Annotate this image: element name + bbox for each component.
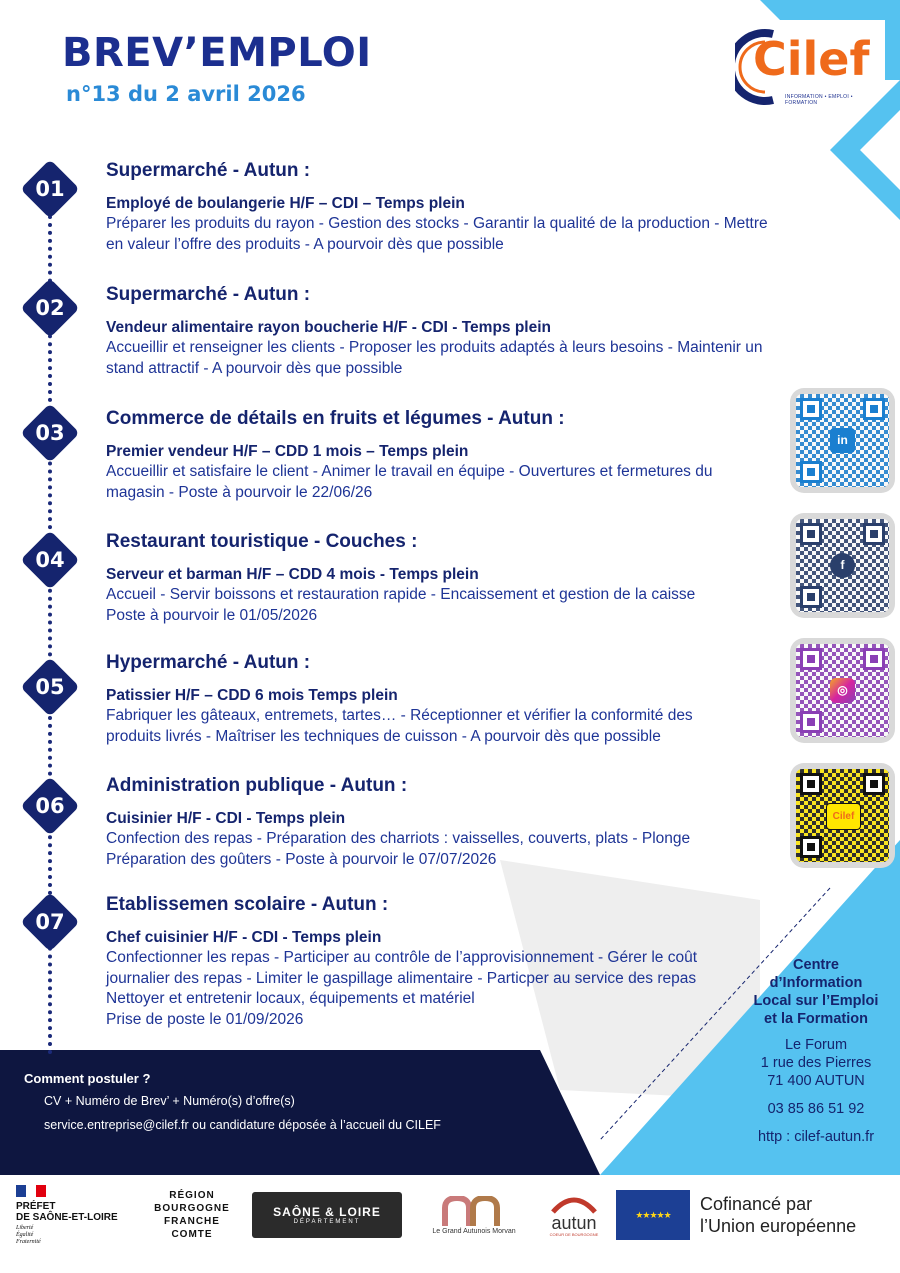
- offer-description-line: Poste à pourvoir le 01/05/2026: [106, 606, 318, 624]
- offer-description-line: en valeur l’offre des produits - A pourvoir dès que possible: [106, 235, 504, 253]
- autun-logo: autun COEUR DE BOURGOGNE: [538, 1175, 610, 1255]
- howto-email[interactable]: service.entreprise@cilef.fr ou candidature déposée à l’accueil du CILEF: [44, 1118, 441, 1132]
- flag-icon: [16, 1185, 46, 1197]
- prefet-logo: PRÉFET DE SAÔNE-ET-LOIRE Liberté Égalité Fraternité: [16, 1175, 142, 1255]
- offer-company: Hypermarché - Autun :: [106, 652, 311, 673]
- facebook-qr-code[interactable]: [790, 513, 895, 618]
- offer-company: Supermarché - Autun :: [106, 284, 311, 305]
- offer-company: Restaurant touristique - Couches :: [106, 531, 418, 552]
- contact-city: 71 400 AUTUN: [767, 1073, 865, 1089]
- offer-description-line: Préparation des goûters - Poste à pourvoir le 07/07/2026: [106, 850, 497, 868]
- partners-bar: [8, 1175, 886, 1255]
- contact-website[interactable]: http : cilef-autun.fr: [757, 1129, 875, 1145]
- offer-job-title: Employé de boulangerie H/F – CDI – Temps plein: [106, 195, 465, 212]
- offer-description-line: Fabriquer les gâteaux, entremets, tartes… - Réceptionner et vérifier la conformité des: [106, 707, 693, 724]
- linkedin-qr-code[interactable]: [790, 388, 895, 493]
- centre-name: Centre d’Information Local sur l’Emploi et la Formation: [753, 957, 879, 1027]
- saone-et-loire-logo: SAÔNE & LOIRE DÉPARTEMENT: [252, 1175, 402, 1255]
- autun-icon: [549, 1194, 599, 1214]
- offer-badge: 03: [21, 404, 79, 462]
- offer-company: Supermarché - Autun :: [106, 160, 311, 181]
- offer-description-line: Accueil - Servir boissons et restauration rapide - Encaissement et gestion de la caisse: [106, 586, 696, 603]
- offer-description-line: Confectionner les repas - Participer au contrôle de l’approvisionnement - Gérer le coût: [106, 949, 698, 966]
- logo-wordmark: Cilef: [753, 32, 870, 86]
- instagram-icon: ◎: [830, 678, 855, 703]
- eu-flag-icon: ★★★★★: [616, 1190, 690, 1240]
- offer-description-line: journalier des repas - Limiter le gaspillage alimentaire - Particper au service des repas: [106, 969, 697, 987]
- offer-job-title: Vendeur alimentaire rayon boucherie H/F - CDI - Temps plein: [106, 319, 552, 336]
- offer-description-line: Préparer les produits du rayon - Gestion des stocks - Garantir la qualité de la production - Mettre: [106, 215, 768, 232]
- offer-badge: 04: [21, 531, 79, 589]
- contact-block: [750, 956, 882, 1146]
- instagram-qr-code[interactable]: [790, 638, 895, 743]
- newsletter-title: BREV’EMPLOI: [62, 30, 372, 76]
- offer-description-line: magasin - Poste à pourvoir le 22/06/26: [106, 483, 373, 501]
- offer-description-line: Accueillir et renseigner les clients - Proposer les produits adaptés à leurs besoins - Maintenir un: [106, 339, 763, 356]
- facebook-icon: f: [830, 553, 855, 578]
- offer-item: [106, 531, 776, 626]
- logo-tagline: INFORMATION • EMPLOI • FORMATION: [785, 94, 853, 106]
- howto-requirements: CV + Numéro de Brev’ + Numéro(s) d’offre(s): [44, 1094, 295, 1108]
- offer-company: Commerce de détails en fruits et légumes - Autun :: [106, 408, 565, 429]
- offer-job-title: Cuisinier H/F - CDI - Temps plein: [106, 810, 346, 827]
- offer-item: [106, 160, 826, 255]
- offer-item: [106, 775, 776, 870]
- grand-autunois-logo: Le Grand Autunois Morvan: [416, 1175, 532, 1255]
- contact-street: 1 rue des Pierres: [760, 1055, 872, 1071]
- offer-badge: 01: [21, 160, 79, 218]
- cilef-logo: [735, 28, 875, 106]
- contact-phone[interactable]: 03 85 86 51 92: [767, 1101, 865, 1117]
- offer-description-line: Confection des repas - Préparation des charriots : vaisselles, couverts, plats - Plonge: [106, 830, 691, 847]
- offer-job-title: Premier vendeur H/F – CDD 1 mois – Temps plein: [106, 443, 469, 460]
- offer-item: [106, 408, 776, 503]
- offer-company: Etablissemen scolaire - Autun :: [106, 894, 389, 915]
- offer-item: [106, 652, 776, 747]
- cilef-icon: Cilef: [826, 803, 861, 830]
- eu-cofinancing-logo: ★★★★★ Cofinancé par l’Union européenne: [616, 1175, 886, 1255]
- offer-description-line: stand attractif - A pourvoir dès que possible: [106, 359, 403, 377]
- offer-item: [106, 894, 756, 1030]
- offer-job-title: Patissier H/F – CDD 6 mois Temps plein: [106, 687, 398, 704]
- offer-badge: 05: [21, 658, 79, 716]
- offer-description-line: Prise de poste le 01/09/2026: [106, 1010, 304, 1028]
- issue-date: n°13 du 2 avril 2026: [66, 82, 306, 106]
- offer-job-title: Serveur et barman H/F – CDD 4 mois - Temps plein: [106, 566, 479, 583]
- offer-badge: 07: [21, 893, 79, 951]
- offer-description-line: Accueillir et satisfaire le client - Animer le travail en équipe - Ouvertures et fermetures du: [106, 463, 713, 480]
- offer-description-line: Nettoyer et entretenir locaux, équipements et matériel: [106, 990, 475, 1007]
- snapchat-qr-code[interactable]: [790, 763, 895, 868]
- grand-autunois-icon: [439, 1196, 509, 1228]
- howto-title: Comment postuler ?: [24, 1071, 151, 1086]
- contact-place: Le Forum: [784, 1037, 848, 1053]
- linkedin-icon: in: [830, 428, 855, 453]
- offer-badge: 06: [21, 777, 79, 835]
- offer-job-title: Chef cuisinier H/F - CDI - Temps plein: [106, 929, 382, 946]
- region-logo: RÉGION BOURGOGNE FRANCHE COMTE: [154, 1190, 230, 1240]
- offer-badge: 02: [21, 279, 79, 337]
- offer-description-line: produits livrés - Maîtriser les techniques de cuisson - A pourvoir dès que possible: [106, 727, 661, 745]
- offer-item: [106, 284, 826, 379]
- offer-company: Administration publique - Autun :: [106, 775, 408, 796]
